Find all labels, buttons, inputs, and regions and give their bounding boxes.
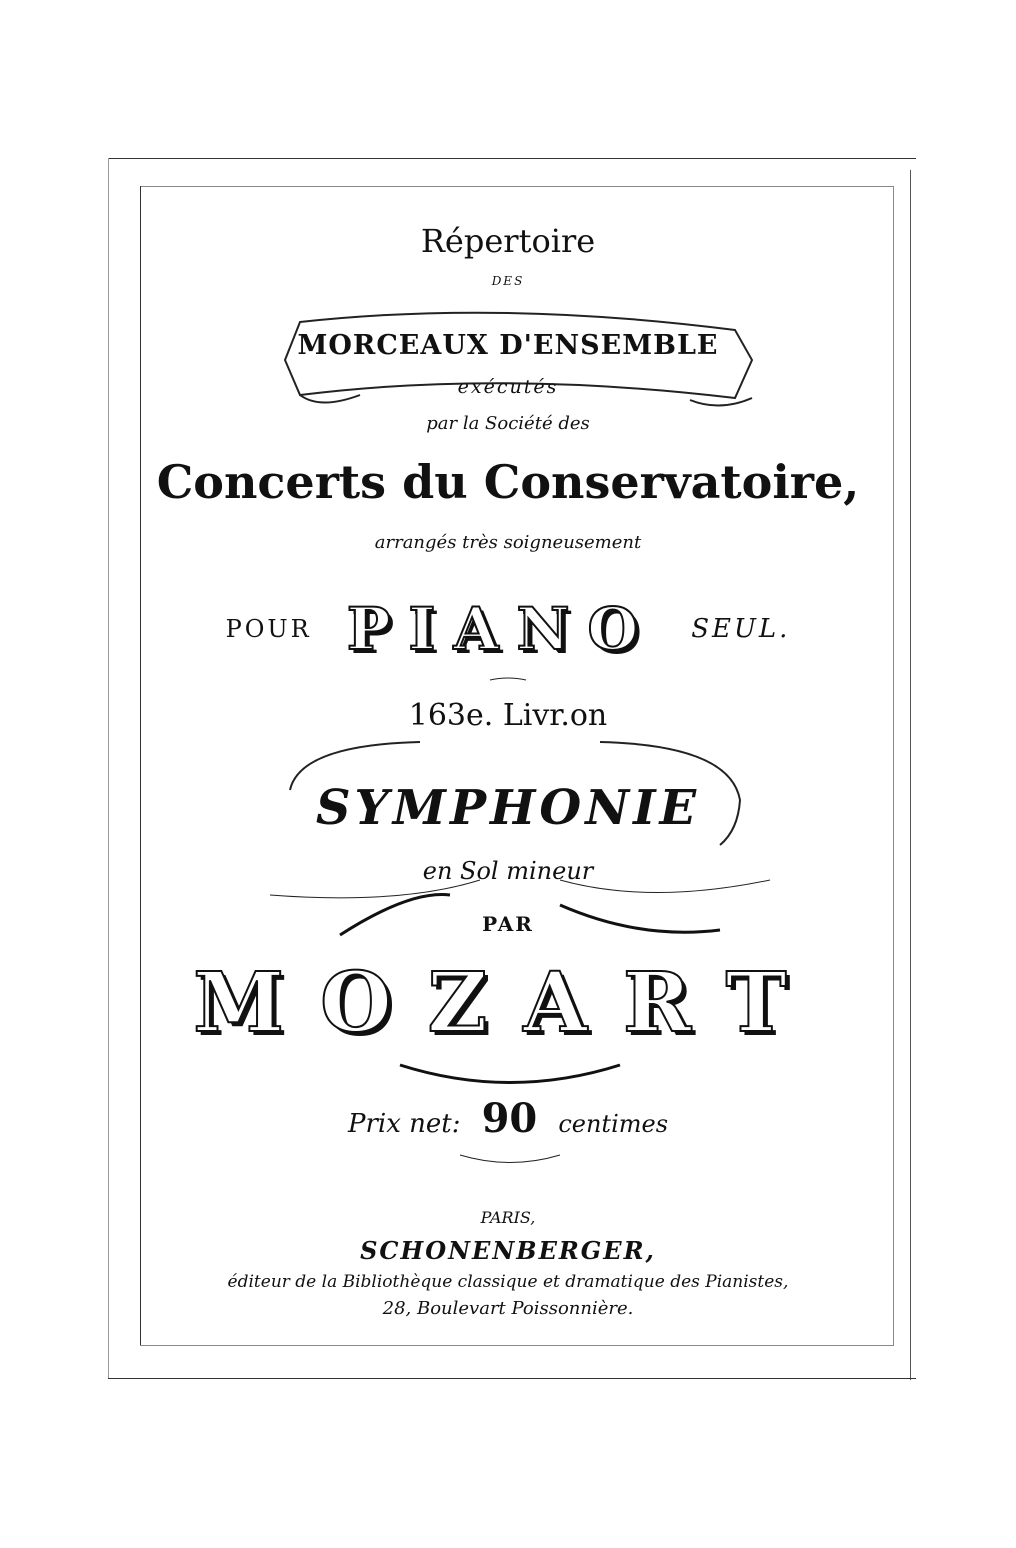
repertoire-heading: Répertoire <box>420 222 596 260</box>
pour-text: POUR <box>225 615 312 643</box>
flourish-below-mozart <box>400 1065 620 1083</box>
des-label: DES <box>491 274 525 288</box>
imprint-description: éditeur de la Bibliothèque classique et dramatique des Pianistes, <box>227 1272 789 1292</box>
livraison-number: 163e. Livr.on <box>408 698 608 733</box>
par-societe-text: par la Société des <box>426 413 590 434</box>
price-label: Prix net: <box>347 1109 461 1139</box>
imprint-address: 28, Boulevart Poissonnière. <box>382 1298 634 1319</box>
imprint-publisher: SCHONENBERGER, <box>360 1236 656 1265</box>
symphonie-heading: SYMPHONIE <box>315 780 701 836</box>
morceaux-banner-text: MORCEAUX D'ENSEMBLE <box>297 330 719 361</box>
price-value: 90 <box>481 1095 538 1142</box>
banner-curl-right <box>690 398 752 406</box>
concerts-heading: Concerts du Conservatoire, <box>156 455 860 509</box>
pour-piano-seul <box>0 595 1016 663</box>
rule-small <box>490 678 526 680</box>
price-line <box>0 1095 1016 1142</box>
imprint-city: PARIS, <box>480 1208 536 1227</box>
composer-name: MOZART <box>193 955 823 1051</box>
tonalite-text: en Sol mineur <box>422 857 594 885</box>
seul-text: SEUL. <box>691 614 791 644</box>
executes-text: exécutés <box>457 376 559 398</box>
par-text: PAR <box>482 912 534 936</box>
arranges-text: arrangés très soigneusement <box>374 532 642 553</box>
piano-text: PIANO <box>346 595 657 663</box>
price-unit: centimes <box>558 1110 669 1138</box>
